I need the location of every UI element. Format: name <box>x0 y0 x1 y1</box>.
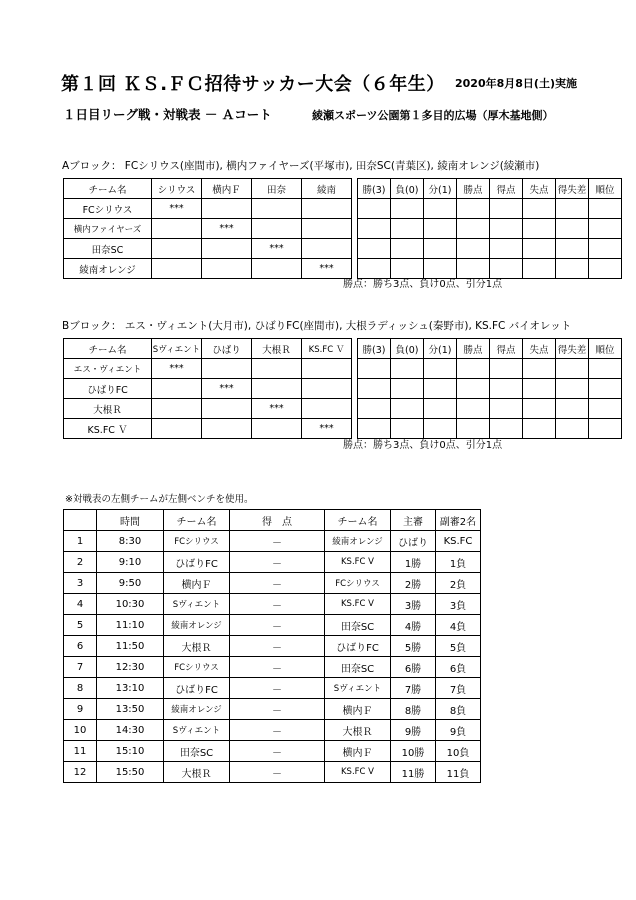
match-score: － <box>230 720 325 741</box>
away-team: KS.FC V <box>325 552 391 573</box>
match-number: 7 <box>64 657 97 678</box>
block-a-opponent-header: 綾南 <box>302 179 352 199</box>
block-b-stat-cell <box>556 399 589 419</box>
match-number: 8 <box>64 678 97 699</box>
referee: 8勝 <box>391 699 436 720</box>
schedule-column-header: チーム名 <box>325 510 391 531</box>
match-score: － <box>230 594 325 615</box>
away-team: 横内Ｆ <box>325 699 391 720</box>
block-b-self-marker: *** <box>202 379 252 399</box>
home-team: 綾南オレンジ <box>164 615 230 636</box>
block-a-result-cell <box>152 239 202 259</box>
block-b-stat-cell <box>457 399 490 419</box>
block-b-stat-cell <box>490 379 523 399</box>
schedule-row <box>64 699 481 720</box>
assistant-referees: KS.FC <box>436 531 481 552</box>
match-score: － <box>230 531 325 552</box>
schedule-row <box>64 615 481 636</box>
block-a-result-cell <box>152 219 202 239</box>
block-a-opponent-header: シリウス <box>152 179 202 199</box>
block-a-stat-cell <box>589 259 622 279</box>
block-b-stat-cell <box>358 379 391 399</box>
referee: 7勝 <box>391 678 436 699</box>
block-b-stat-cell <box>523 399 556 419</box>
assistant-referees: 5負 <box>436 636 481 657</box>
block-a-team-row <box>64 239 622 259</box>
block-a-stat-cell <box>523 199 556 219</box>
schedule-header-row <box>64 510 481 531</box>
block-a-stat-header: 分(1) <box>424 179 457 199</box>
block-b-team-name: KS.FC Ｖ <box>64 419 152 439</box>
block-b-stat-cell <box>424 359 457 379</box>
block-b-stat-cell <box>424 379 457 399</box>
block-b-stat-header: 順位 <box>589 339 622 359</box>
block-b-result-cell <box>152 419 202 439</box>
block-a-team-row <box>64 199 622 219</box>
block-b-result-cell <box>152 399 202 419</box>
block-b-points-note: 勝点：勝ち3点、負け0点、引分1点 <box>343 440 503 451</box>
block-a-team-name: 横内ファイヤーズ <box>64 219 152 239</box>
away-team: ひばりFC <box>325 636 391 657</box>
assistant-referees: 3負 <box>436 594 481 615</box>
block-a-stat-cell <box>457 219 490 239</box>
assistant-referees: 9負 <box>436 720 481 741</box>
block-a-stat-header: 負(0) <box>391 179 424 199</box>
home-team: 田奈SC <box>164 741 230 762</box>
away-team: Sヴィエント <box>325 678 391 699</box>
block-a-self-marker: *** <box>302 259 352 279</box>
block-b-result-cell <box>302 379 352 399</box>
home-team: 綾南オレンジ <box>164 699 230 720</box>
block-b-stat-cell <box>457 379 490 399</box>
page-title: 第１回 ＫＳ.ＦＣ招待サッカー大会（６年生） <box>61 74 445 95</box>
schedule-column-header: 主審 <box>391 510 436 531</box>
home-team: FCシリウス <box>164 657 230 678</box>
block-a-stat-cell <box>391 199 424 219</box>
match-number: 1 <box>64 531 97 552</box>
block-b-result-cell <box>202 399 252 419</box>
match-time: 13:50 <box>97 699 164 720</box>
away-team: KS.FC V <box>325 762 391 783</box>
block-a-stat-cell <box>523 219 556 239</box>
schedule-row <box>64 552 481 573</box>
block-b-team-header: チーム名 <box>64 339 152 359</box>
match-score: － <box>230 762 325 783</box>
match-time: 11:50 <box>97 636 164 657</box>
away-team: 田奈SC <box>325 615 391 636</box>
block-b-stat-cell <box>457 359 490 379</box>
block-a-stat-cell <box>589 219 622 239</box>
match-time: 13:10 <box>97 678 164 699</box>
schedule-row <box>64 594 481 615</box>
schedule-column-header: チーム名 <box>164 510 230 531</box>
block-a-league-table <box>63 178 622 279</box>
event-date: 2020年8月8日(土)実施 <box>455 77 577 90</box>
block-a-stat-header: 勝(3) <box>358 179 391 199</box>
block-b-stat-cell <box>589 359 622 379</box>
block-a-stat-cell <box>424 199 457 219</box>
block-b-result-cell <box>152 379 202 399</box>
block-b-stat-cell <box>391 359 424 379</box>
match-time: 15:10 <box>97 741 164 762</box>
assistant-referees: 2負 <box>436 573 481 594</box>
match-number: 6 <box>64 636 97 657</box>
away-team: FCシリウス <box>325 573 391 594</box>
block-a-stat-header: 順位 <box>589 179 622 199</box>
block-a-team-name: FCシリウス <box>64 199 152 219</box>
home-team: ひばりFC <box>164 678 230 699</box>
block-b-stat-cell <box>523 419 556 439</box>
schedule-row <box>64 636 481 657</box>
schedule-column-header: 得 点 <box>230 510 325 531</box>
referee: 11勝 <box>391 762 436 783</box>
block-a-self-marker: *** <box>252 239 302 259</box>
block-a-stat-cell <box>391 239 424 259</box>
block-a-team-name: 綾南オレンジ <box>64 259 152 279</box>
block-b-team-name: エス・ヴィエント <box>64 359 152 379</box>
schedule-row <box>64 531 481 552</box>
away-team: KS.FC V <box>325 594 391 615</box>
block-b-stat-header: 得失差 <box>556 339 589 359</box>
block-b-team-name: 大根Ｒ <box>64 399 152 419</box>
match-number: 9 <box>64 699 97 720</box>
block-a-stat-header: 得点 <box>490 179 523 199</box>
match-number: 12 <box>64 762 97 783</box>
match-score: － <box>230 552 325 573</box>
block-b-stat-cell <box>556 359 589 379</box>
block-b-self-marker: *** <box>252 399 302 419</box>
block-a-stat-cell <box>424 239 457 259</box>
venue: 綾瀬スポーツ公園第１多目的広場（厚木基地側） <box>312 109 554 122</box>
block-b-team-row <box>64 359 622 379</box>
block-b-stat-cell <box>358 399 391 419</box>
block-a-opponent-header: 田奈 <box>252 179 302 199</box>
block-a-stat-cell <box>490 219 523 239</box>
home-team: Sヴィエント <box>164 720 230 741</box>
block-b-team-name: ひばりFC <box>64 379 152 399</box>
home-team: Sヴィエント <box>164 594 230 615</box>
home-team: 大根Ｒ <box>164 762 230 783</box>
block-a-result-cell <box>202 259 252 279</box>
block-a-stat-header: 勝点 <box>457 179 490 199</box>
block-a-stat-cell <box>358 239 391 259</box>
block-a-stat-cell <box>523 259 556 279</box>
block-a-result-cell <box>202 239 252 259</box>
block-b-stat-cell <box>523 359 556 379</box>
referee: 4勝 <box>391 615 436 636</box>
block-b-stat-cell <box>490 399 523 419</box>
referee: ひばり <box>391 531 436 552</box>
block-b-stat-header: 失点 <box>523 339 556 359</box>
block-a-team-header: チーム名 <box>64 179 152 199</box>
block-b-stat-cell <box>490 359 523 379</box>
block-b-opponent-header: Sヴィエント <box>152 339 202 359</box>
block-b-stat-cell <box>358 359 391 379</box>
referee: 2勝 <box>391 573 436 594</box>
block-a-title: Aブロック： FCシリウス(座間市), 横内ファイヤーズ(平塚市), 田奈SC(青葉区), 綾南オレンジ(綾瀬市) <box>62 160 540 172</box>
schedule-no-header <box>64 510 97 531</box>
block-a-result-cell <box>302 199 352 219</box>
bench-note: ※対戦表の左側チームが左側ベンチを使用。 <box>65 494 254 505</box>
block-b-opponent-header: 大根Ｒ <box>252 339 302 359</box>
match-time: 8:30 <box>97 531 164 552</box>
block-a-result-cell <box>152 259 202 279</box>
match-time: 10:30 <box>97 594 164 615</box>
match-number: 4 <box>64 594 97 615</box>
home-team: FCシリウス <box>164 531 230 552</box>
block-a-result-cell <box>252 259 302 279</box>
block-a-stat-cell <box>358 199 391 219</box>
block-b-stat-cell <box>391 379 424 399</box>
block-a-result-cell <box>252 219 302 239</box>
block-a-stat-cell <box>457 199 490 219</box>
block-b-self-marker: *** <box>152 359 202 379</box>
block-b-stat-cell <box>523 379 556 399</box>
away-team: 横内Ｆ <box>325 741 391 762</box>
assistant-referees: 1負 <box>436 552 481 573</box>
block-b-result-cell <box>302 399 352 419</box>
block-a-header-row <box>64 179 622 199</box>
away-team: 綾南オレンジ <box>325 531 391 552</box>
page-subtitle: １日目リーグ戦・対戦表 － Ａコート <box>63 107 272 122</box>
schedule-table <box>63 509 481 783</box>
block-b-opponent-header: ひばり <box>202 339 252 359</box>
referee: 5勝 <box>391 636 436 657</box>
block-b-stat-cell <box>556 419 589 439</box>
block-a-result-cell <box>202 199 252 219</box>
block-a-stat-cell <box>490 199 523 219</box>
schedule-row <box>64 657 481 678</box>
match-score: － <box>230 636 325 657</box>
schedule-row <box>64 762 481 783</box>
block-a-team-name: 田奈SC <box>64 239 152 259</box>
match-time: 9:10 <box>97 552 164 573</box>
match-time: 9:50 <box>97 573 164 594</box>
block-a-result-cell <box>302 219 352 239</box>
block-b-stat-cell <box>556 379 589 399</box>
schedule-column-header: 時間 <box>97 510 164 531</box>
block-a-opponent-header: 横内Ｆ <box>202 179 252 199</box>
block-a-stat-cell <box>589 239 622 259</box>
referee: 1勝 <box>391 552 436 573</box>
block-a-stat-cell <box>523 239 556 259</box>
block-b-result-cell <box>302 359 352 379</box>
block-b-stat-header: 得点 <box>490 339 523 359</box>
match-score: － <box>230 678 325 699</box>
block-a-points-note: 勝点：勝ち3点、負け0点、引分1点 <box>343 279 503 290</box>
referee: 9勝 <box>391 720 436 741</box>
block-b-stat-cell <box>424 399 457 419</box>
block-a-team-row <box>64 219 622 239</box>
referee: 6勝 <box>391 657 436 678</box>
block-a-self-marker: *** <box>152 199 202 219</box>
block-b-stat-header: 負(0) <box>391 339 424 359</box>
schedule-column-header: 副審2名 <box>436 510 481 531</box>
block-b-header-row <box>64 339 622 359</box>
assistant-referees: 7負 <box>436 678 481 699</box>
match-time: 12:30 <box>97 657 164 678</box>
assistant-referees: 10負 <box>436 741 481 762</box>
match-number: 5 <box>64 615 97 636</box>
match-time: 11:10 <box>97 615 164 636</box>
block-a-stat-cell <box>424 219 457 239</box>
home-team: 大根Ｒ <box>164 636 230 657</box>
block-b-league-table <box>63 338 622 439</box>
block-a-stat-cell <box>490 239 523 259</box>
home-team: 横内Ｆ <box>164 573 230 594</box>
match-number: 11 <box>64 741 97 762</box>
block-b-stat-cell <box>391 399 424 419</box>
block-a-result-cell <box>252 199 302 219</box>
match-score: － <box>230 615 325 636</box>
assistant-referees: 4負 <box>436 615 481 636</box>
block-a-stat-cell <box>556 219 589 239</box>
block-b-stat-cell <box>589 379 622 399</box>
away-team: 田奈SC <box>325 657 391 678</box>
match-number: 10 <box>64 720 97 741</box>
schedule-row <box>64 573 481 594</box>
match-number: 2 <box>64 552 97 573</box>
block-b-stat-header: 分(1) <box>424 339 457 359</box>
block-b-team-row <box>64 399 622 419</box>
block-b-title: Bブロック： エス・ヴィエント(大月市), ひばりFC(座間市), 大根ラディッシュ(秦野市), KS.FC バイオレット <box>62 320 572 332</box>
block-a-stat-header: 失点 <box>523 179 556 199</box>
block-b-result-cell <box>202 359 252 379</box>
block-b-stat-header: 勝点 <box>457 339 490 359</box>
block-b-result-cell <box>252 419 302 439</box>
schedule-row <box>64 678 481 699</box>
block-a-self-marker: *** <box>202 219 252 239</box>
block-a-stat-cell <box>556 199 589 219</box>
block-b-self-marker: *** <box>302 419 352 439</box>
block-b-result-cell <box>202 419 252 439</box>
match-score: － <box>230 741 325 762</box>
match-number: 3 <box>64 573 97 594</box>
block-b-result-cell <box>252 359 302 379</box>
block-a-stat-cell <box>358 219 391 239</box>
schedule-row <box>64 720 481 741</box>
assistant-referees: 11負 <box>436 762 481 783</box>
block-b-opponent-header: KS.FC Ｖ <box>302 339 352 359</box>
assistant-referees: 8負 <box>436 699 481 720</box>
referee: 3勝 <box>391 594 436 615</box>
block-b-team-row <box>64 379 622 399</box>
match-time: 15:50 <box>97 762 164 783</box>
home-team: ひばりFC <box>164 552 230 573</box>
match-score: － <box>230 657 325 678</box>
block-b-result-cell <box>252 379 302 399</box>
block-a-stat-cell <box>556 239 589 259</box>
match-score: － <box>230 573 325 594</box>
assistant-referees: 6負 <box>436 657 481 678</box>
block-a-stat-cell <box>589 199 622 219</box>
block-a-stat-cell <box>457 239 490 259</box>
schedule-row <box>64 741 481 762</box>
referee: 10勝 <box>391 741 436 762</box>
block-b-stat-cell <box>589 419 622 439</box>
match-time: 14:30 <box>97 720 164 741</box>
block-b-stat-cell <box>589 399 622 419</box>
block-a-stat-header: 得失差 <box>556 179 589 199</box>
block-a-stat-cell <box>391 219 424 239</box>
block-b-stat-header: 勝(3) <box>358 339 391 359</box>
block-a-stat-cell <box>556 259 589 279</box>
away-team: 大根Ｒ <box>325 720 391 741</box>
block-a-result-cell <box>302 239 352 259</box>
match-score: － <box>230 699 325 720</box>
